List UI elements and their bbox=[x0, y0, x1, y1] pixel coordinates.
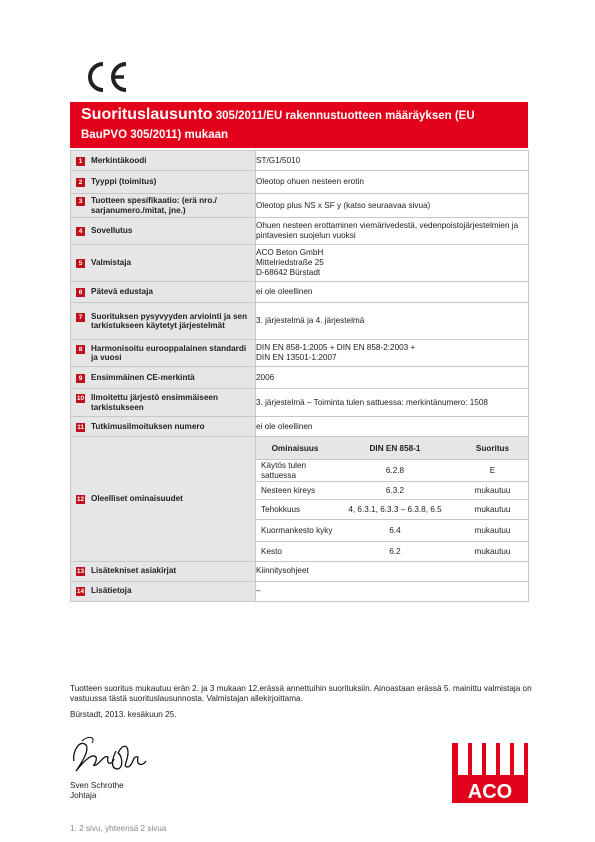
row-label: Valmistaja bbox=[91, 258, 132, 267]
row-value: ST/G1/5010 bbox=[256, 151, 529, 171]
title-rest: 305/2011/EU rakennustuotteen määräyksen (EU bbox=[212, 110, 475, 122]
row-value bbox=[256, 245, 529, 282]
row-label-cell bbox=[71, 340, 256, 367]
row-value: – bbox=[256, 581, 529, 601]
properties-row bbox=[256, 542, 529, 561]
row-number-badge: 7 bbox=[76, 313, 85, 322]
signature-image bbox=[66, 731, 152, 777]
row-value: Kiinnitysohjeet bbox=[256, 561, 529, 581]
title-line-1 bbox=[81, 106, 475, 124]
row-label-cell bbox=[71, 218, 256, 245]
row-number-badge: 11 bbox=[77, 423, 84, 431]
row-label: Tuotteen spesifikaatio: (erä nro./ sarjanumero./mitat, jne.) bbox=[91, 196, 217, 215]
table-row bbox=[71, 218, 529, 245]
row-label-cell bbox=[71, 171, 256, 194]
table-row bbox=[71, 171, 529, 194]
properties-cell-value: E bbox=[456, 460, 529, 482]
row-number-badge: 3 bbox=[76, 197, 85, 206]
row-number-badge: 14 bbox=[76, 588, 85, 595]
row-label: Pätevä edustaja bbox=[91, 287, 153, 296]
table-row bbox=[71, 367, 529, 389]
row-label: Harmonisoitu eurooppalainen standardi ja vuosi bbox=[91, 343, 247, 362]
table-row-properties bbox=[71, 437, 529, 562]
row-label-cell bbox=[71, 417, 256, 437]
row-value: 3. järjestelmä ja 4. järjestelmä bbox=[256, 303, 529, 340]
properties-cell-value: Kuormankesto kyky bbox=[256, 520, 334, 542]
row-value bbox=[256, 340, 529, 367]
row-label: Tyyppi (toimitus) bbox=[91, 177, 157, 186]
row-number-badge: 4 bbox=[76, 227, 85, 236]
properties-column-header: Ominaisuus bbox=[256, 437, 334, 460]
row-value-line: Mittelriedstraße 25 bbox=[256, 258, 324, 267]
table-row bbox=[71, 561, 529, 581]
properties-column-header: DIN EN 858-1 bbox=[334, 437, 456, 460]
properties-cell-value: Tehokkuus bbox=[256, 500, 334, 520]
properties-cell-value: mukautuu bbox=[456, 500, 529, 520]
row-value-line: D-68642 Bürstadt bbox=[256, 268, 321, 277]
row-label-cell bbox=[71, 194, 256, 218]
row-label: Tutkimusilmoituksen numero bbox=[91, 421, 205, 431]
table-row bbox=[71, 245, 529, 282]
row-number-badge: 10 bbox=[76, 395, 85, 402]
table-row bbox=[71, 303, 529, 340]
title-line-2: BauPVO 305/2011) mukaan bbox=[81, 129, 229, 141]
properties-row bbox=[256, 460, 529, 482]
table-row bbox=[71, 151, 529, 171]
table-row bbox=[71, 340, 529, 367]
row-label-cell bbox=[71, 389, 256, 417]
row-label-cell bbox=[71, 367, 256, 389]
row-value: ei ole oleellinen bbox=[256, 282, 529, 303]
properties-cell-value: 6.2 bbox=[389, 546, 401, 556]
properties-row bbox=[256, 500, 529, 520]
row-value: Ohuen nesteen erottaminen viemärivedestä, vedenpoistojärjestelmien ja pintavesien suojelun vuoksi bbox=[256, 218, 529, 245]
properties-table bbox=[256, 437, 529, 561]
properties-cell-value: mukautuu bbox=[456, 520, 529, 542]
row-label-cell bbox=[71, 282, 256, 303]
row-label: Lisätietoja bbox=[91, 586, 132, 595]
table-row bbox=[71, 389, 529, 417]
row-label-cell bbox=[71, 581, 256, 601]
declaration-table bbox=[70, 150, 529, 602]
row-value-line: ACO Beton GmbH bbox=[256, 248, 324, 257]
row-value: Oleotop plus NS x SF y (katso seuraavaa sivua) bbox=[256, 194, 529, 218]
row-label-cell bbox=[71, 437, 256, 562]
page-number: 1. 2 sivu, yhteensä 2 sivua bbox=[70, 824, 167, 833]
row-value-line: DIN EN 858-1:2005 + DIN EN 858-2:2003 + bbox=[256, 343, 416, 352]
row-label: Oleelliset ominaisuudet bbox=[91, 493, 183, 503]
row-label-cell bbox=[71, 303, 256, 340]
row-label: Sovellutus bbox=[91, 226, 133, 235]
properties-cell-value: 4, 6.3.1, 6.3.3 – 6.3.8, 6.5 bbox=[334, 500, 456, 520]
row-value-line: DIN EN 13501-1:2007 bbox=[256, 353, 337, 362]
row-label-cell bbox=[71, 245, 256, 282]
table-row bbox=[71, 581, 529, 601]
row-number-badge: 5 bbox=[76, 259, 85, 268]
row-label: Ensimmäinen CE-merkintä bbox=[91, 372, 195, 382]
properties-cell-value: 6.4 bbox=[334, 520, 456, 542]
row-number-badge: 8 bbox=[76, 345, 85, 354]
row-label-cell bbox=[71, 151, 256, 171]
row-number-badge: 12 bbox=[76, 495, 85, 503]
row-number-badge: 13 bbox=[76, 568, 85, 575]
row-number-badge: 9 bbox=[76, 374, 85, 383]
row-label: Suorituksen pysyvyyden arviointi ja sen tarkistukseen käytetyt järjestelmät bbox=[91, 311, 248, 330]
table-row bbox=[71, 282, 529, 303]
table-row bbox=[71, 417, 529, 437]
properties-cell bbox=[256, 437, 529, 562]
properties-cell-value: 6.2.8 bbox=[334, 460, 456, 482]
properties-cell-value: Käytös tulen sattuessa bbox=[256, 460, 334, 482]
row-label: Merkintäkoodi bbox=[91, 155, 147, 165]
properties-cell-value: Kesto bbox=[261, 546, 282, 556]
properties-header-row bbox=[256, 437, 529, 460]
row-label: Lisätekniset asiakirjat bbox=[91, 566, 177, 575]
signer-name: Sven Schrothe bbox=[70, 781, 124, 790]
properties-row bbox=[256, 482, 529, 500]
row-value: 3. järjestelmä – Toiminta tulen sattuessa: merkintänumero: 1508 bbox=[256, 389, 529, 417]
statement-text: Tuotteen suoritus mukautuu erän 2. ja 3 mukaan 12.erässä annettuihin suorituksiin. Ainoastaan erässä 5. mainittu valmistaja on vastuussa tästä suorituslausunnosta. Valmistajan allekirjoittama. bbox=[70, 684, 532, 703]
row-number-badge: 6 bbox=[76, 288, 85, 297]
logo-text: ACO bbox=[467, 781, 513, 803]
row-number-badge: 2 bbox=[76, 178, 85, 187]
title-banner bbox=[70, 102, 528, 148]
row-value: 2006 bbox=[256, 367, 529, 389]
properties-cell-value: 6.3.2 bbox=[334, 482, 456, 500]
properties-cell-value: mukautuu bbox=[474, 546, 511, 556]
aco-logo bbox=[452, 743, 528, 803]
row-value: Oleotop ohuen nesteen erotin bbox=[256, 171, 529, 194]
ce-mark-icon bbox=[84, 60, 130, 94]
properties-cell-value: Nesteen kireys bbox=[256, 482, 334, 500]
row-number-badge: 1 bbox=[76, 157, 85, 166]
properties-row bbox=[256, 520, 529, 542]
properties-cell-value: mukautuu bbox=[456, 482, 529, 500]
row-label: Ilmoitettu järjestö ensimmäiseen tarkistukseen bbox=[91, 393, 218, 412]
properties-column-header: Suoritus bbox=[456, 437, 529, 460]
place-date: Bürstadt, 2013. kesäkuun 25. bbox=[70, 710, 177, 719]
row-value: ei ole oleellinen bbox=[256, 417, 529, 437]
title-main: Suorituslausunto bbox=[81, 106, 213, 123]
signer-title: Johtaja bbox=[70, 791, 97, 800]
row-label-cell bbox=[71, 561, 256, 581]
table-row bbox=[71, 194, 529, 218]
